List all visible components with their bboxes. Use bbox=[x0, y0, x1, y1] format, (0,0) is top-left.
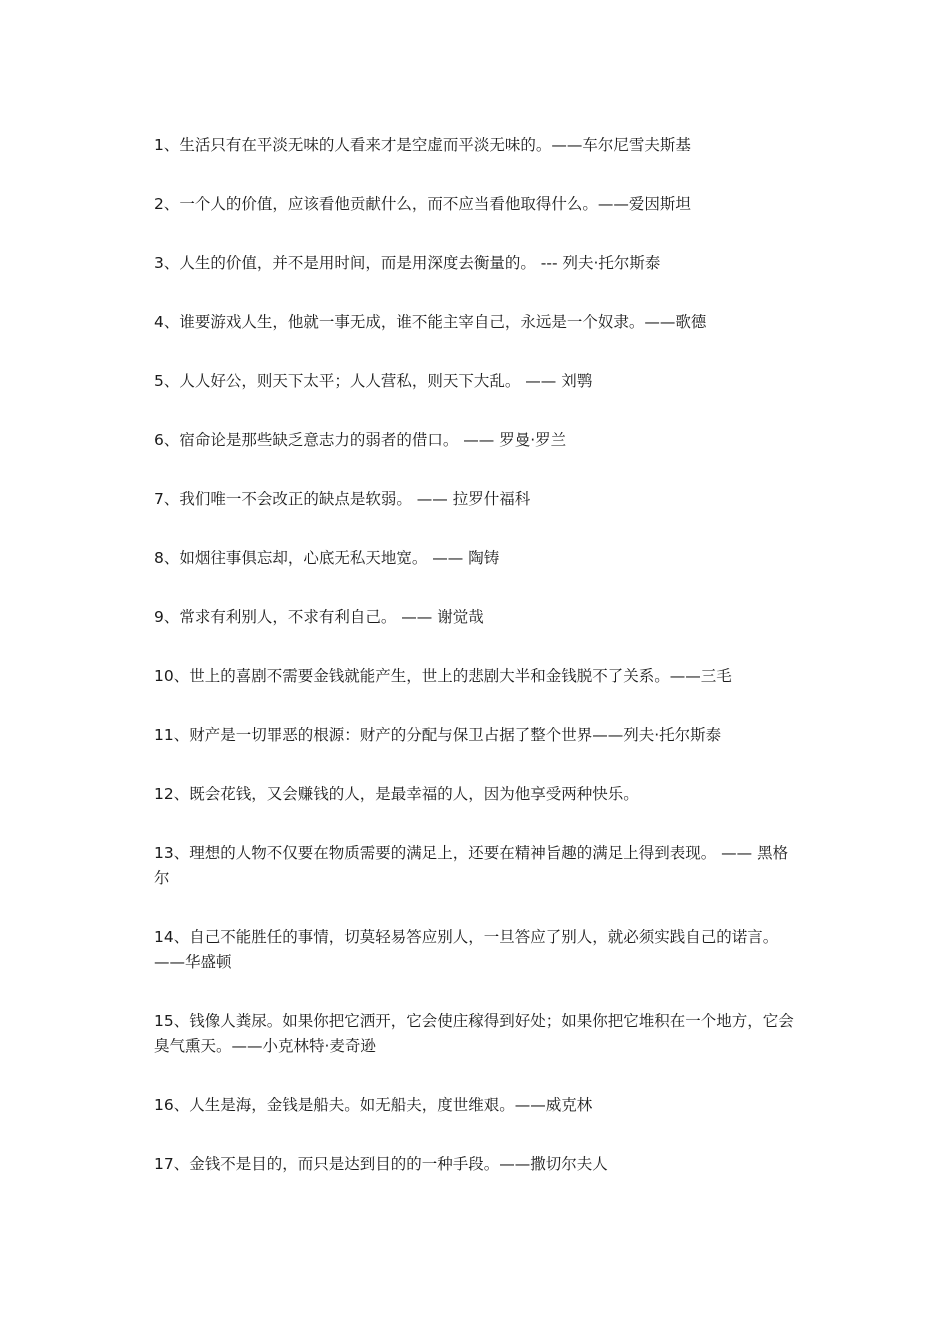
quote-item: 16、人生是海，金钱是船夫。如无船夫，度世维艰。——威克林 bbox=[154, 1096, 593, 1114]
quote-list bbox=[154, 133, 800, 1211]
quote-item: 2、一个人的价值，应该看他贡献什么，而不应当看他取得什么。——爱因斯坦 bbox=[154, 195, 691, 213]
quote-item: 15、钱像人粪尿。如果你把它洒开，它会使庄稼得到好处；如果你把它堆积在一个地方，它会臭气熏天。——小克林特·麦奇逊 bbox=[154, 1012, 794, 1055]
quote-item: 3、人生的价值，并不是用时间，而是用深度去衡量的。 --- 列夫·托尔斯泰 bbox=[154, 254, 661, 272]
quote-item: 5、人人好公，则天下太平；人人营私，则天下大乱。 —— 刘鹗 bbox=[154, 372, 593, 390]
quote-item: 12、既会花钱，又会赚钱的人，是最幸福的人，因为他享受两种快乐。 bbox=[154, 785, 639, 803]
quote-item: 17、金钱不是目的，而只是达到目的的一种手段。——撒切尔夫人 bbox=[154, 1155, 608, 1173]
quote-item: 7、我们唯一不会改正的缺点是软弱。 —— 拉罗什福科 bbox=[154, 490, 531, 508]
quote-item: 10、世上的喜剧不需要金钱就能产生，世上的悲剧大半和金钱脱不了关系。——三毛 bbox=[154, 667, 732, 685]
quote-item: 11、财产是一切罪恶的根源：财产的分配与保卫占据了整个世界——列夫·托尔斯泰 bbox=[154, 726, 722, 744]
quote-item: 4、谁要游戏人生，他就一事无成，谁不能主宰自己，永远是一个奴隶。——歌德 bbox=[154, 313, 707, 331]
quote-item: 9、常求有利别人，不求有利自己。 —— 谢觉哉 bbox=[154, 608, 484, 626]
quote-item: 6、宿命论是那些缺乏意志力的弱者的借口。 —— 罗曼·罗兰 bbox=[154, 431, 567, 449]
quote-item: 1、生活只有在平淡无味的人看来才是空虚而平淡无味的。——车尔尼雪夫斯基 bbox=[154, 136, 691, 154]
quote-item: 13、理想的人物不仅要在物质需要的满足上，还要在精神旨趣的满足上得到表现。 —— 黑格尔 bbox=[154, 844, 789, 887]
quote-item: 8、如烟往事俱忘却，心底无私天地宽。 —— 陶铸 bbox=[154, 549, 500, 567]
quote-item: 14、自己不能胜任的事情，切莫轻易答应别人，一旦答应了别人，就必须实践自己的诺言。 ——华盛顿 bbox=[154, 928, 779, 971]
